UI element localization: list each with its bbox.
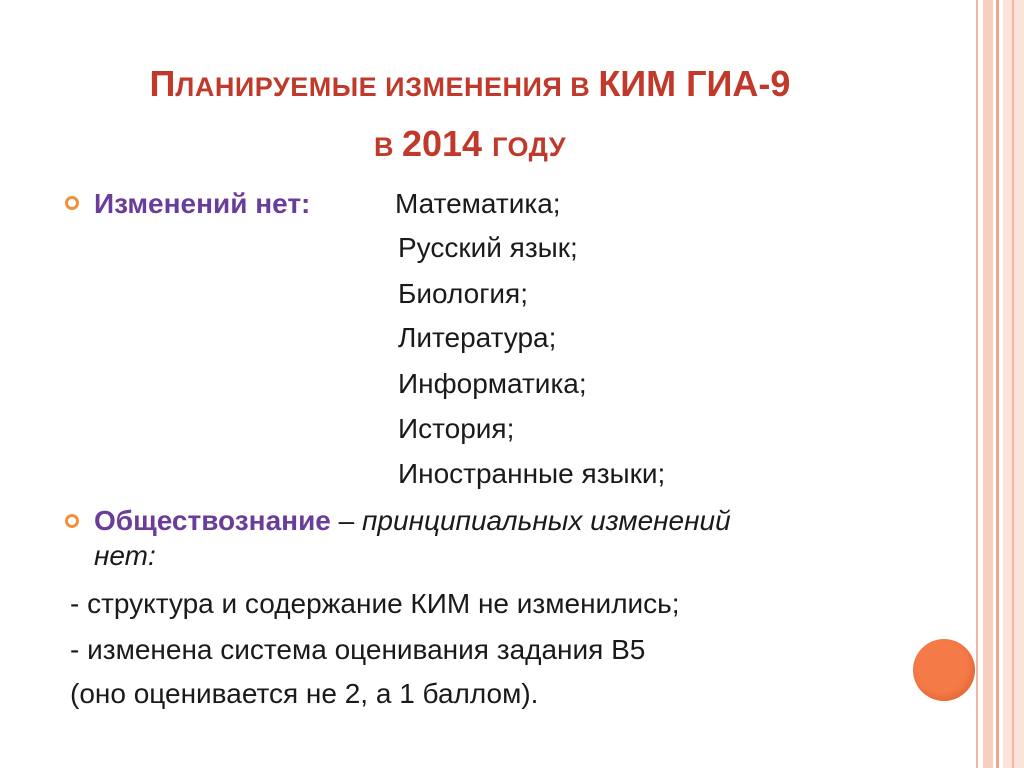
subject-item: Биология; (398, 278, 528, 309)
title-prefix: ЛАНИРУЕМЫЕ ИЗМЕНЕНИЯ В (175, 72, 599, 102)
subject-item: История; (398, 413, 515, 444)
decor-circle (913, 639, 975, 701)
social-note: принципиальных изменений (362, 505, 731, 536)
no-changes-label: Изменений нет: (94, 188, 311, 219)
subject-item: Информатика; (398, 368, 587, 399)
remark-item: (оно оценивается не 2, а 1 баллом). (70, 678, 539, 709)
title-word: ГОДУ (492, 132, 567, 162)
decor-stripe (976, 0, 978, 768)
social-dash: – (330, 505, 363, 536)
subject-item: Русский язык; (398, 232, 578, 263)
slide-title (0, 58, 940, 178)
social-note-continued: нет: (94, 540, 156, 571)
subject-item: Иностранные языки; (398, 458, 666, 489)
title-main: КИМ ГИА-9 (598, 63, 791, 104)
bullet-icon (65, 514, 79, 528)
decor-stripe (1012, 0, 1014, 768)
decor-stripe (996, 0, 999, 768)
title-year: 2014 (401, 123, 493, 164)
decor-stripe (983, 0, 993, 768)
title-line-2 (0, 118, 940, 178)
subject-item: Литература; (398, 322, 557, 353)
title-line-1 (0, 58, 940, 118)
social-line-1 (94, 505, 731, 537)
social-subject: Обществознание (94, 505, 331, 536)
bullet-icon (65, 196, 79, 210)
title-cap-letter: П (149, 63, 176, 104)
remark-item: - структура и содержание КИМ не изменились; (70, 588, 680, 619)
subject-item: Математика; (395, 188, 561, 219)
remark-item: - изменена система оценивания задания В5 (70, 634, 646, 665)
title-in: В (373, 132, 402, 162)
